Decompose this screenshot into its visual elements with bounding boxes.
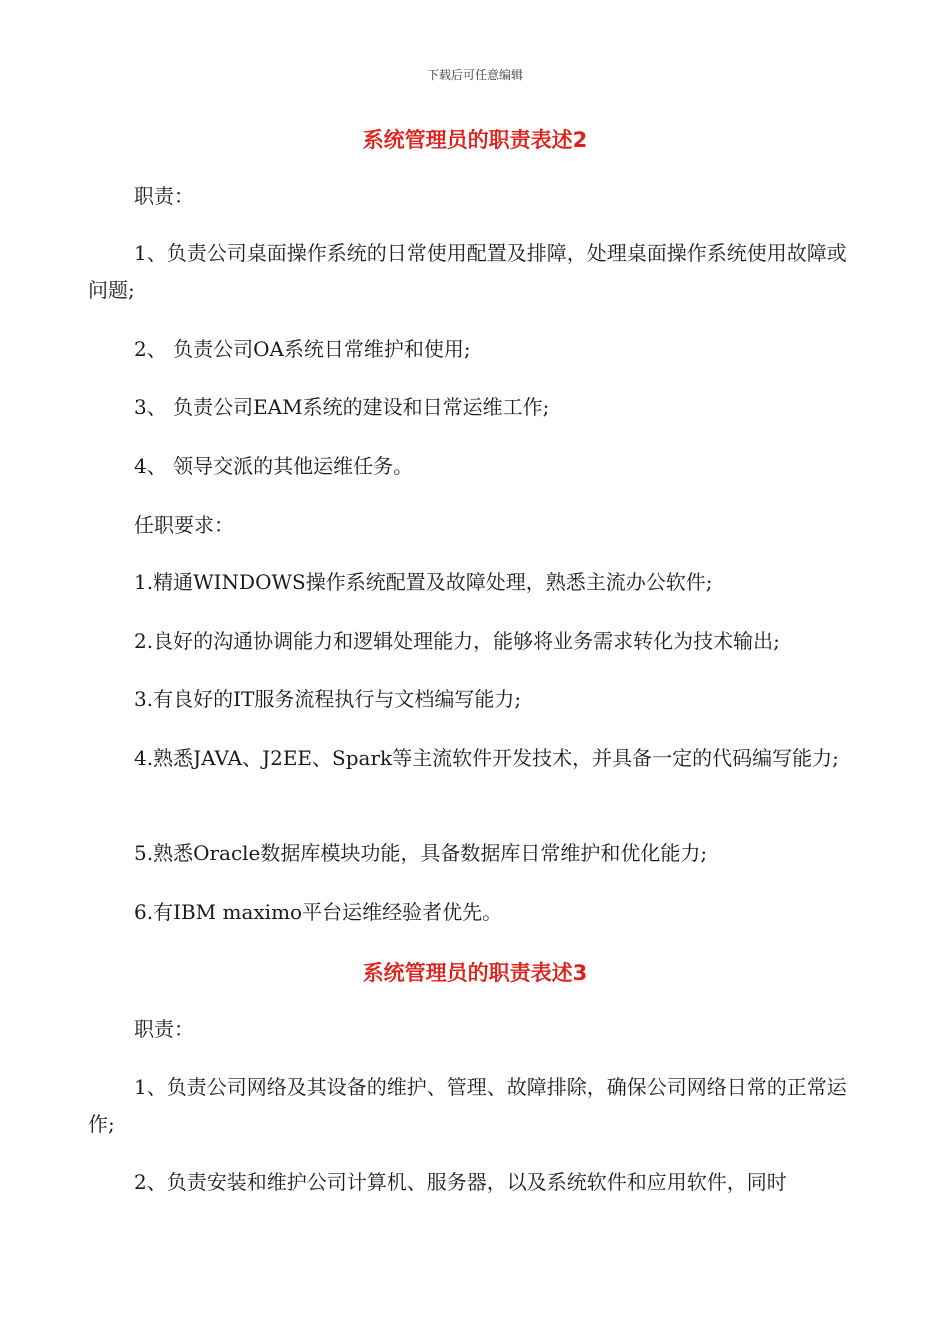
header-note: 下载后可任意编辑 [426,68,523,82]
section-2-duty-2: 2、 负责公司OA系统日常维护和使用; [134,337,471,361]
section-2-duties-label: 职责： [134,184,194,208]
section-2-requirement-4: 4.熟悉JAVA、J2EE、Spark等主流软件开发技术，并具备一定的代码编写能力; [134,746,839,770]
section-2-requirement-5: 5.熟悉Oracle数据库模块功能，具备数据库日常维护和优化能力; [134,841,708,865]
section-3-duty-1: 1、负责公司网络及其设备的维护、管理、故障排除，确保公司网络日常的正常运作; [88,1075,847,1136]
section-2-duty-3: 3、 负责公司EAM系统的建设和日常运维工作; [134,395,550,419]
section-2-title: 系统管理员的职责表述2 [362,128,588,152]
section-2-requirement-3: 3.有良好的IT服务流程执行与文档编写能力; [134,687,522,711]
section-2-duty-1: 1、负责公司桌面操作系统的日常使用配置及排障，处理桌面操作系统使用故障或问题; [88,241,847,302]
section-2-duty-4: 4、 领导交派的其他运维任务。 [134,454,414,478]
section-3-title: 系统管理员的职责表述3 [362,961,588,985]
section-2-requirement-2: 2.良好的沟通协调能力和逻辑处理能力，能够将业务需求转化为技术输出; [134,629,780,653]
section-2-requirement-1: 1.精通WINDOWS操作系统配置及故障处理，熟悉主流办公软件; [134,570,713,594]
section-2-requirements-label: 任职要求： [134,513,234,537]
section-3-duty-2: 2、负责安装和维护公司计算机、服务器，以及系统软件和应用软件，同时 [134,1170,787,1194]
section-3-duties-label: 职责： [134,1017,194,1041]
section-2-requirement-6: 6.有IBM maximo平台运维经验者优先。 [134,900,503,924]
